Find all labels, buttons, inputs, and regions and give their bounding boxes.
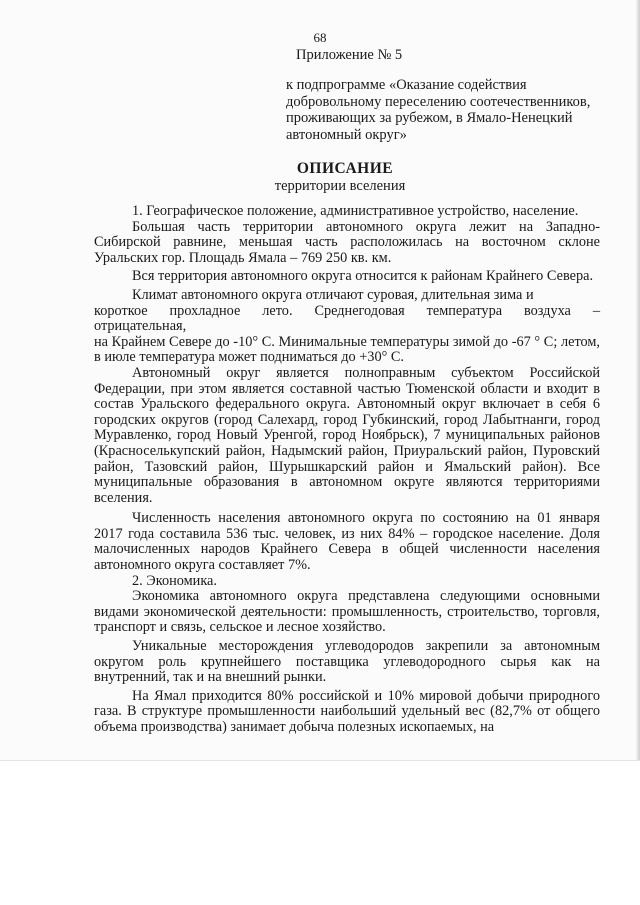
paragraph-far-north: Вся территория автономного округа относится к районам Крайнего Севера. [132, 268, 594, 285]
paragraph-hydrocarbons: Уникальные месторождения углеводородов закрепили за автономным округом роль крупнейшего поставщика углеводородного сырья как на внутренний, так и на внешний рынки. [94, 638, 600, 686]
climate-word: – [592, 302, 600, 319]
paragraph-climate-line-1: Климат автономного округа отличают суровая, длительная зима и [132, 286, 534, 303]
climate-word: короткое [94, 302, 148, 319]
climate-word: Среднегодовая [314, 302, 405, 319]
document-heading: ОПИСАНИЕ [296, 160, 394, 177]
paragraph-gas-production: На Ямал приходится 80% российской и 10% мировой добычи природного газа. В структуре промышленности наибольший удельный вес (82,7% от общего объема производства) занимает добыча полезных ископаемых, на [94, 687, 600, 735]
document-subheading: территории вселения [274, 178, 406, 194]
appendix-reference [286, 77, 616, 143]
page-number: 68 [313, 30, 327, 45]
appendix-reference-line: к подпрограмме «Оказание содействия [286, 77, 527, 93]
section-1-title: 1. Географическое положение, административное устройство, население. [132, 203, 579, 219]
climate-word: лето. [262, 302, 293, 319]
paragraph-climate-line-2 [94, 304, 600, 320]
paragraph-economy: Экономика автономного округа представлена следующими основными видами экономической деятельности: промышленность, строительство, торговля, транспорт и связь, сельское и лесное хозяйство. [94, 588, 600, 636]
document-body [94, 204, 600, 736]
paragraph-climate-rest: на Крайнем Севере до -10° С. Минимальные температуры зимой до -67 ° С; летом, в июле температура может подниматься до +30° С. [94, 333, 600, 366]
paragraph-population: Численность населения автономного округа по состоянию на 01 января 2017 года составила 536 тыс. человек, из них 84% – городское население. Доля малочисленных народов Крайнего Севера в общей численности населения автономного округа составляет 7%. [94, 510, 600, 574]
appendix-reference-line: автономный округ» [286, 126, 407, 143]
climate-word: прохладное [169, 302, 241, 319]
appendix-title: Приложение № 5 [296, 47, 403, 63]
climate-word: температура [426, 302, 503, 319]
appendix-reference-line: добровольному переселению соотечественников, [286, 93, 591, 110]
paragraph-climate-line-3: отрицательная, [94, 318, 187, 335]
appendix-reference-line: проживающих за рубежом, в Ямало-Ненецкий [286, 110, 573, 126]
paragraph-geography: Большая часть территории автономного округа лежит на Западно-Сибирской равнине, меньшая часть расположилась на восточном склоне Уральских гор. Площадь Ямала – 769 250 кв. км. [94, 218, 600, 266]
section-2-title: 2. Экономика. [132, 572, 217, 589]
scan-shadow-edge [636, 0, 640, 760]
paragraph-administrative: Автономный округ является полноправным субъектом Российской Федерации, при этом является составной частью Тюменской области и входит в состав Уральского федерального округа. Автономный округ включает в себя 6 городских округов (город Салехард, город Губкинский, город Лабытнанги, город Муравленко, город Новый Уренгой, город Ноябрьск), 7 муниципальных районов (Красноселькупский район, Надымский район, Приуральский район, Пуровский район, Тазовский район, Шурышкарский район и Ямальский район). Все муниципальные образования в автономном округе являются территориями вселения. [94, 364, 600, 506]
climate-word: воздуха [523, 302, 571, 319]
